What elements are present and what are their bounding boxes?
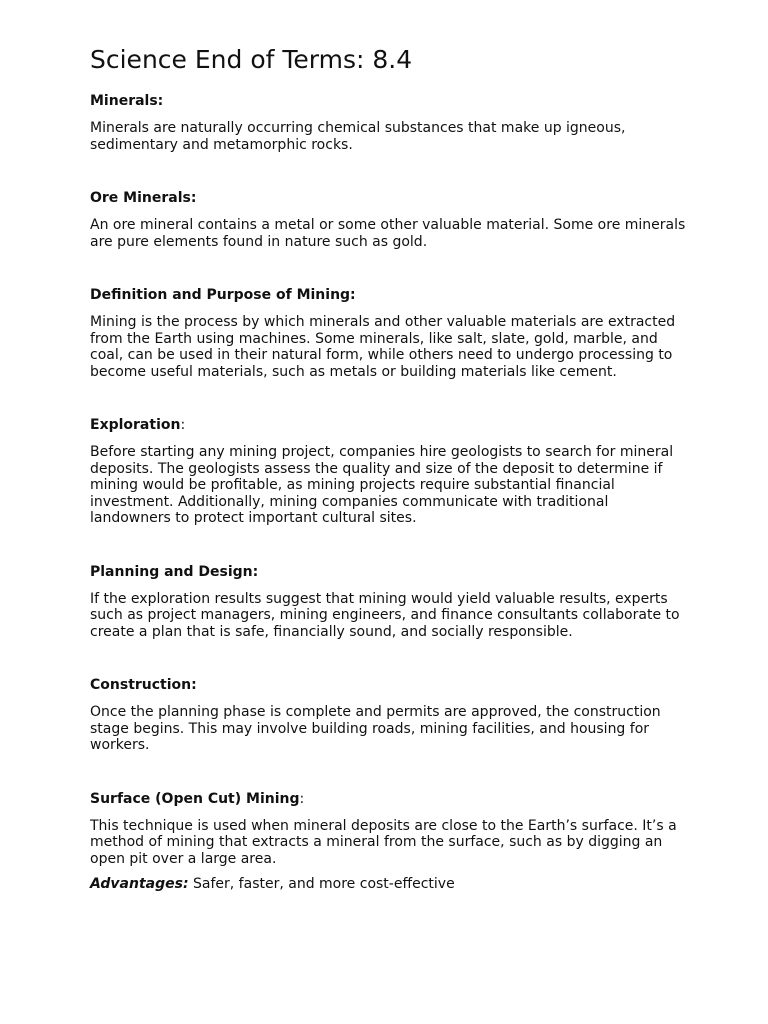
section-heading <box>90 676 690 694</box>
section-heading <box>90 92 690 110</box>
section-body: If the exploration results suggest that mining would yield valuable results, experts such as project managers, mining engineers, and finance consultants collaborate to create a plan that is safe, financially sound, and socially responsible. <box>90 590 680 640</box>
section-heading <box>90 563 690 581</box>
heading-text: Planning and Design: <box>90 563 259 580</box>
document-page <box>90 44 690 893</box>
section-heading <box>90 790 690 808</box>
section-planning-design <box>90 563 690 641</box>
heading-suffix: : <box>299 790 305 807</box>
section-heading <box>90 416 690 434</box>
section-body: An ore mineral contains a metal or some other valuable material. Some ore minerals are pure elements found in nature such as gold. <box>90 217 686 250</box>
section-heading <box>90 286 690 304</box>
section-minerals <box>90 92 690 153</box>
advantages-text: Safer, faster, and more cost-effective <box>193 876 455 892</box>
heading-suffix: : <box>180 417 186 433</box>
section-exploration <box>90 416 690 527</box>
heading-text: Ore Minerals: <box>90 190 197 206</box>
section-construction <box>90 676 690 754</box>
heading-text: Construction: <box>90 677 197 693</box>
document-title: Science End of Terms: 8.4 <box>90 45 413 74</box>
section-mining-definition <box>90 286 690 380</box>
heading-text: Minerals: <box>90 93 164 109</box>
section-body: Once the planning phase is complete and permits are approved, the construction stage begins. This may involve building roads, mining facilities, and housing for workers. <box>90 704 661 753</box>
section-heading <box>90 189 690 207</box>
heading-text: Definition and Purpose of Mining: <box>90 287 356 303</box>
section-body: Minerals are naturally occurring chemical substances that make up igneous, sedimentary and metamorphic rocks. <box>90 120 626 153</box>
section-body: Mining is the process by which minerals and other valuable materials are extracted from the Earth using machines. Some minerals, like salt, slate, gold, marble, and coal, can be used in their natural form, while others need to undergo processing to become useful materials, such as metals or building materials like cement. <box>90 314 676 380</box>
heading-text: Exploration <box>90 417 181 433</box>
advantages-line <box>90 876 690 893</box>
advantages-label: Advantages: <box>90 876 189 892</box>
section-body: Before starting any mining project, companies hire geologists to search for mineral deposits. The geologists assess the quality and size of the deposit to determine if mining would be profitable, as mining projects require substantial financial investment. Additionally, mining companies communicate with traditional landowners to protect important cultural sites. <box>90 444 674 526</box>
heading-text: Surface (Open Cut) Mining <box>90 790 300 807</box>
section-body: This technique is used when mineral deposits are close to the Earth’s surface. It’s a method of mining that extracts a mineral from the surface, such as by digging an open pit over a large area. <box>90 817 677 867</box>
section-surface-mining <box>90 790 690 894</box>
section-ore-minerals <box>90 189 690 250</box>
